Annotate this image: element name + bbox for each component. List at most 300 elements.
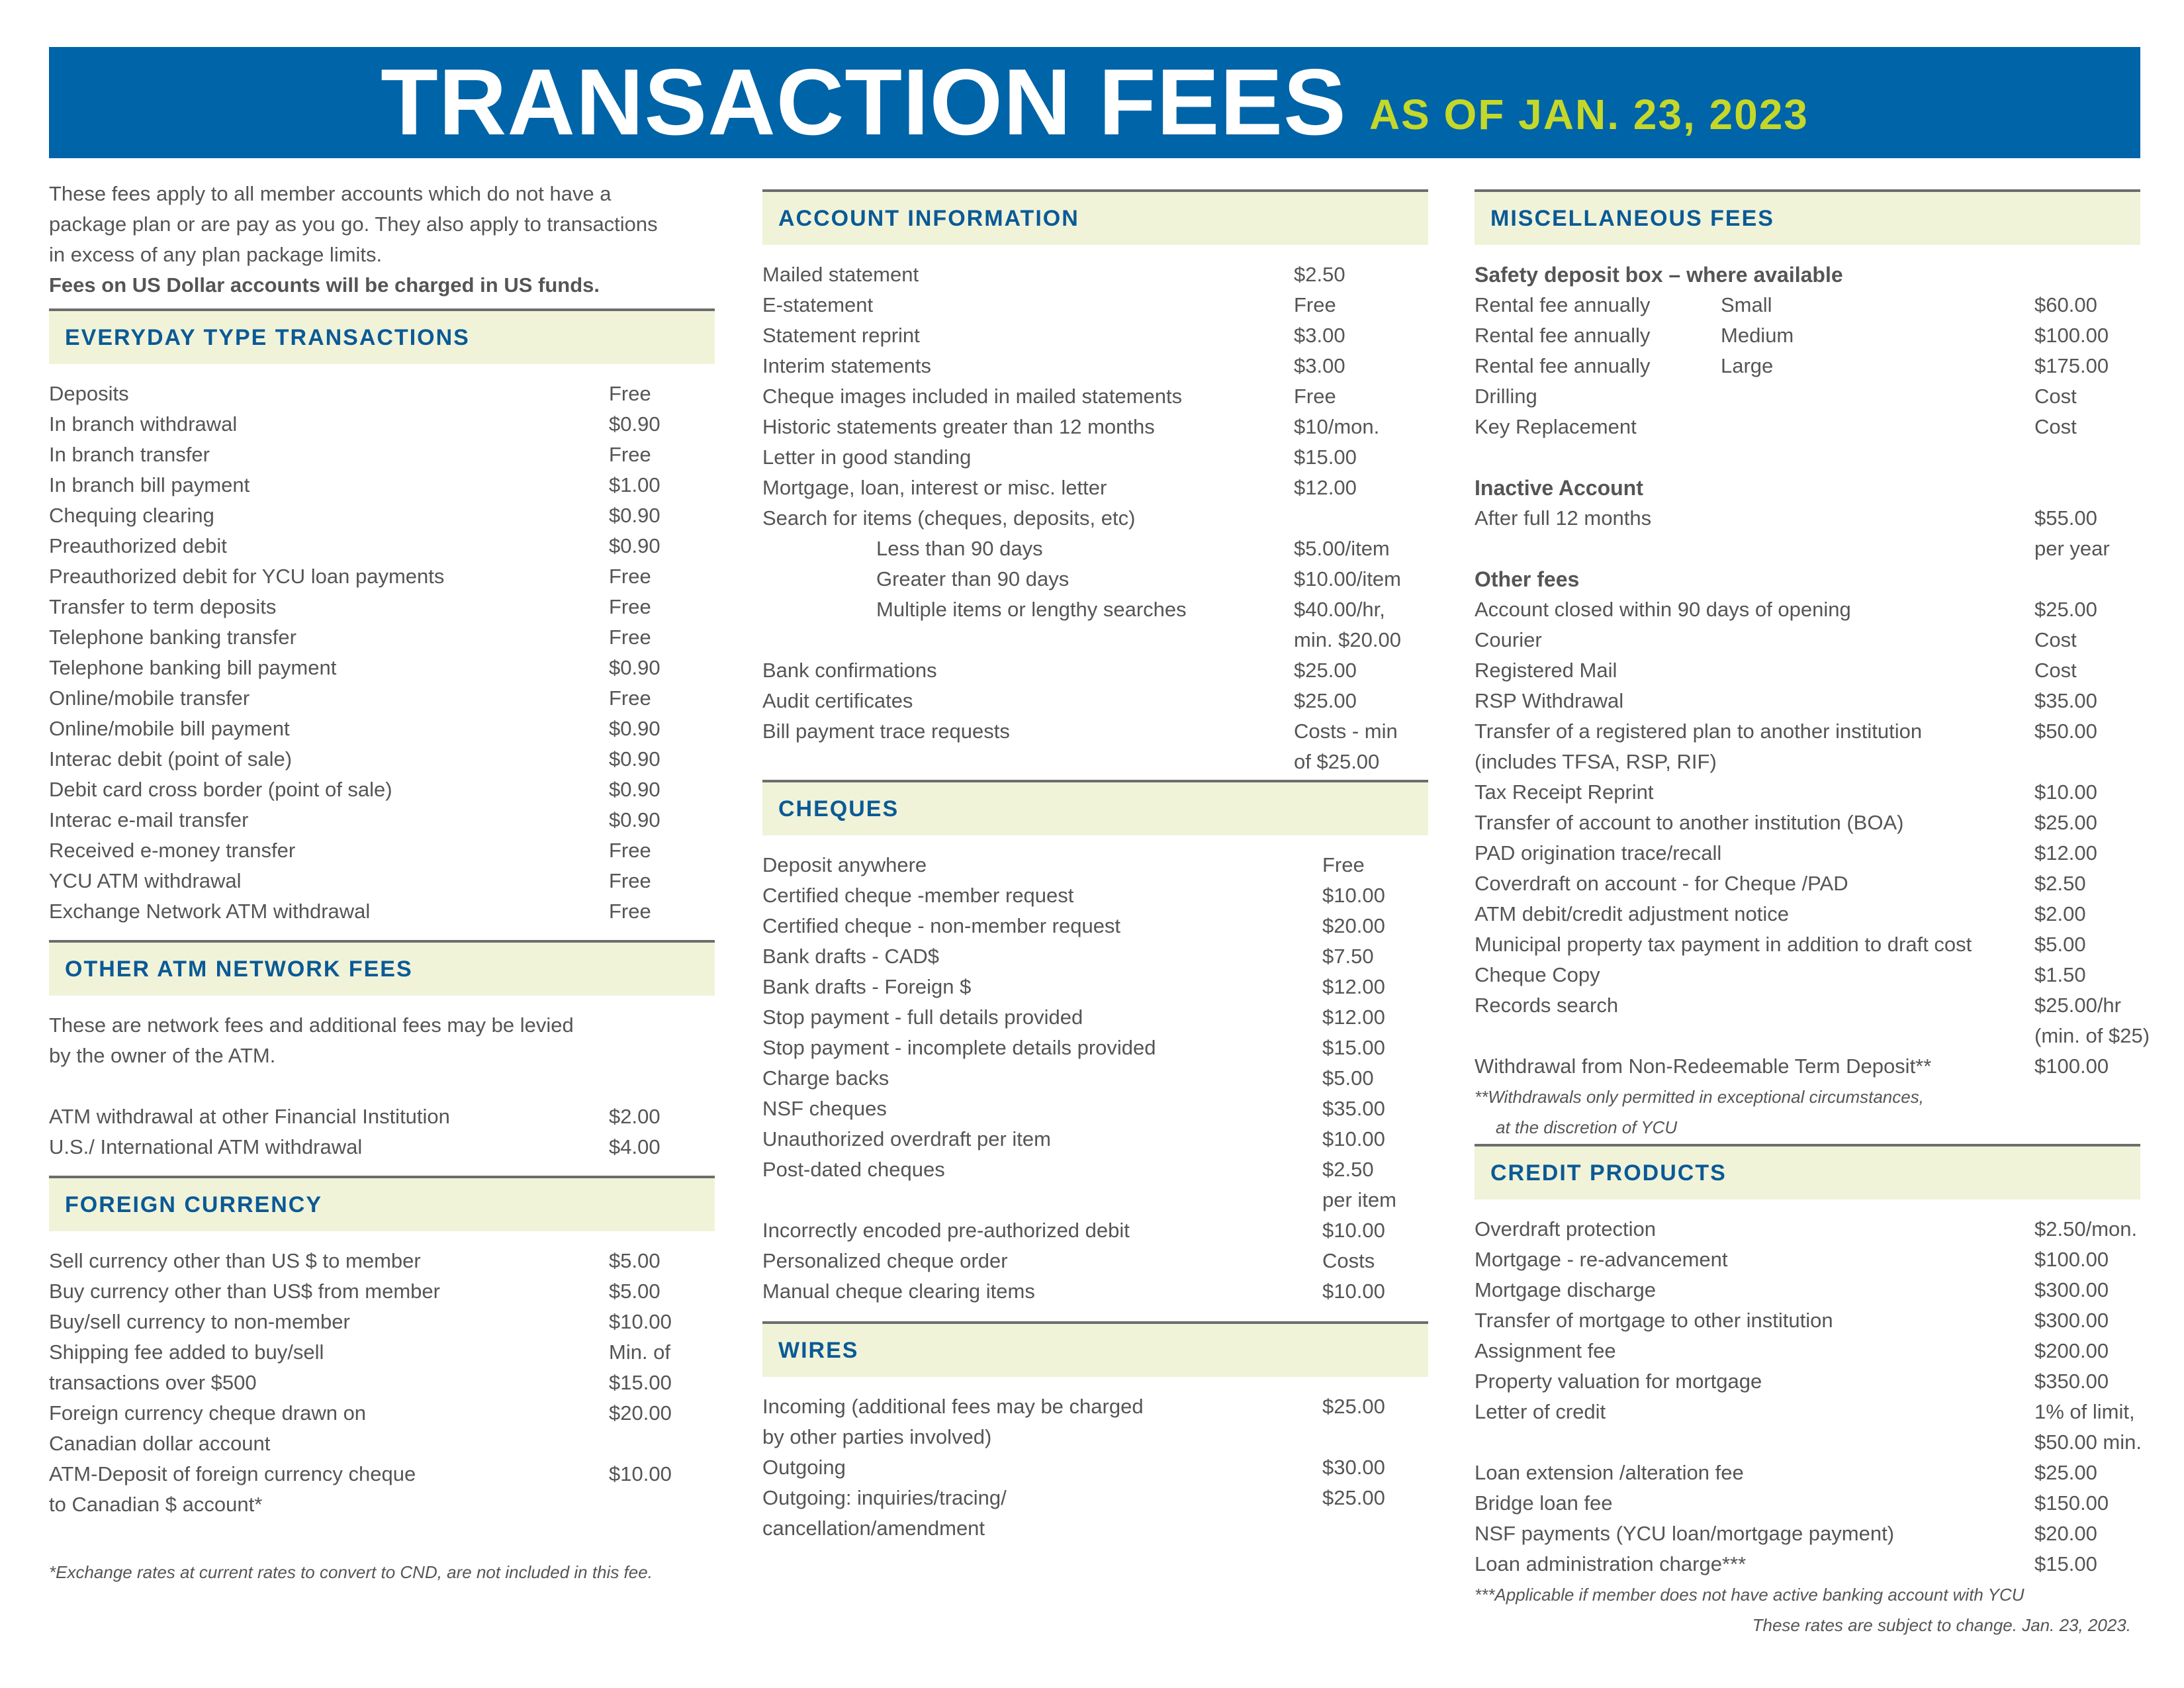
fee-label: In branch withdrawal xyxy=(49,412,238,436)
fee-row xyxy=(762,1246,1428,1276)
fee-label: Telephone banking bill payment xyxy=(49,656,337,679)
fee-row xyxy=(1475,290,2140,320)
fee-amount: $35.00 xyxy=(2034,689,2097,712)
credit-list xyxy=(1475,1214,2140,1579)
fee-label: PAD origination trace/recall xyxy=(1475,841,1722,865)
column-left xyxy=(49,179,715,1587)
fee-amount: Cost xyxy=(2034,415,2077,438)
fee-label: Mortgage - re-advancement xyxy=(1475,1248,1728,1271)
fee-amount: $5.00 xyxy=(1322,1066,1374,1090)
intro-text xyxy=(49,179,715,301)
fee-label: Debit card cross border (point of sale) xyxy=(49,778,392,801)
fee-label: Cheque Copy xyxy=(1475,963,1600,986)
fee-row xyxy=(1475,1051,2140,1082)
fee-row xyxy=(49,774,715,805)
fee-row xyxy=(49,1132,715,1162)
fee-label: Municipal property tax payment in addition to draft cost xyxy=(1475,933,1972,956)
fee-amount: $10.00 xyxy=(1322,884,1385,907)
fee-label: Canadian dollar account xyxy=(49,1432,271,1455)
fee-row xyxy=(762,850,1428,880)
fee-row xyxy=(762,290,1428,320)
fee-row xyxy=(1475,960,2140,990)
other-fees-heading: Other fees xyxy=(1475,567,1580,591)
fee-label: ATM debit/credit adjustment notice xyxy=(1475,902,1789,925)
fee-row xyxy=(1475,534,2140,564)
fee-row xyxy=(1475,1366,2140,1397)
inactive-heading: Inactive Account xyxy=(1475,476,1643,500)
fee-amount: of $25.00 xyxy=(1294,750,1380,773)
fee-label: Interac debit (point of sale) xyxy=(49,747,293,771)
fee-row xyxy=(762,1033,1428,1063)
section-heading-everyday: EVERYDAY TYPE TRANSACTIONS xyxy=(49,308,715,364)
fee-amount: $20.00 xyxy=(1322,914,1385,937)
fee-row xyxy=(49,835,715,866)
fee-label: Bank drafts - Foreign $ xyxy=(762,975,972,998)
fee-row xyxy=(762,1002,1428,1033)
fee-row xyxy=(1475,625,2140,655)
fee-amount: Free xyxy=(609,686,651,710)
fee-amount: $10.00/item xyxy=(1294,567,1401,590)
safety-deposit-heading: Safety deposit box – where available xyxy=(1475,263,1843,287)
inactive-list xyxy=(1475,503,2140,564)
fee-row xyxy=(762,1452,1428,1483)
fee-amount: $100.00 xyxy=(2034,1055,2109,1078)
fee-label: Incorrectly encoded pre-authorized debit xyxy=(762,1219,1130,1242)
fee-amount: $0.90 xyxy=(609,534,660,557)
fee-label: Withdrawal from Non-Redeemable Term Deposit** xyxy=(1475,1055,1932,1078)
page-title: TRANSACTION FEES xyxy=(381,50,1347,155)
foreign-footnote: *Exchange rates at current rates to convert to CND, are not included in this fee. xyxy=(49,1562,653,1582)
fee-label: Historic statements greater than 12 months xyxy=(762,415,1155,438)
fee-row xyxy=(762,564,1428,594)
fee-row xyxy=(762,941,1428,972)
fee-label: Rental fee annually xyxy=(1475,354,1651,377)
section-heading-credit: CREDIT PRODUCTS xyxy=(1475,1144,2140,1199)
fee-amount: $300.00 xyxy=(2034,1278,2109,1301)
fee-label: Overdraft protection xyxy=(1475,1217,1656,1241)
fee-amount: $30.00 xyxy=(1322,1456,1385,1479)
fee-label: Less than 90 days xyxy=(876,537,1043,560)
fee-row xyxy=(1475,747,2140,777)
fee-row xyxy=(762,503,1428,534)
fee-label: Letter in good standing xyxy=(762,445,972,469)
fee-amount: $2.50 xyxy=(1322,1158,1374,1181)
fee-row xyxy=(49,1337,715,1368)
fee-row xyxy=(762,1215,1428,1246)
fee-row xyxy=(762,655,1428,686)
fee-row xyxy=(762,747,1428,777)
fee-label: YCU ATM withdrawal xyxy=(49,869,242,892)
fee-label: Letter of credit xyxy=(1475,1400,1606,1423)
fee-amount: Free xyxy=(609,443,651,466)
fee-amount: (min. of $25) xyxy=(2034,1024,2150,1047)
fee-row xyxy=(1475,1244,2140,1275)
fee-row xyxy=(49,1398,715,1429)
column-middle xyxy=(762,179,1428,1544)
section-heading-misc: MISCELLANEOUS FEES xyxy=(1475,189,2140,245)
fee-row xyxy=(1475,686,2140,716)
fee-label: Charge backs xyxy=(762,1066,889,1090)
fee-label: Bank drafts - CAD$ xyxy=(762,945,940,968)
fee-label: NSF cheques xyxy=(762,1097,887,1120)
fee-row xyxy=(762,1185,1428,1215)
fee-label: Rental fee annually xyxy=(1475,293,1651,316)
fee-row xyxy=(762,351,1428,381)
foreign-list xyxy=(49,1246,715,1520)
fee-label: Chequing clearing xyxy=(49,504,214,527)
fee-row xyxy=(49,1246,715,1276)
fee-label: Loan extension /alteration fee xyxy=(1475,1461,1744,1484)
fee-label: ATM-Deposit of foreign currency cheque xyxy=(49,1462,416,1485)
fee-amount: per year xyxy=(2034,537,2110,560)
fee-amount: $10.00 xyxy=(609,1310,672,1333)
fee-amount: $5.00/item xyxy=(1294,537,1390,560)
fee-amount: $10.00 xyxy=(2034,780,2097,804)
fee-label: U.S./ International ATM withdrawal xyxy=(49,1135,363,1158)
intro-line: These fees apply to all member accounts which do not have a xyxy=(49,182,612,205)
fee-label: Certified cheque -member request xyxy=(762,884,1074,907)
safety-deposit-list xyxy=(1475,290,2140,442)
fee-amount: Free xyxy=(1294,293,1336,316)
fee-label: to Canadian $ account* xyxy=(49,1493,263,1516)
fee-label: cancellation/amendment xyxy=(762,1517,985,1540)
fee-amount: $10.00 xyxy=(1322,1280,1385,1303)
column-right xyxy=(1475,179,2150,1640)
fee-row xyxy=(762,259,1428,290)
fee-row xyxy=(762,1483,1428,1513)
fee-row xyxy=(1475,1336,2140,1366)
fee-row xyxy=(1475,716,2140,747)
box-size: Medium xyxy=(1721,324,1794,347)
fee-amount: $0.90 xyxy=(609,717,660,740)
fee-row xyxy=(1475,899,2140,929)
fee-row xyxy=(1475,1488,2140,1519)
fee-row xyxy=(1475,412,2140,442)
fee-amount: Free xyxy=(609,839,651,862)
fee-row xyxy=(49,653,715,683)
fee-amount: $2.50 xyxy=(2034,872,2086,895)
fee-label: Transfer of mortgage to other institution xyxy=(1475,1309,1833,1332)
section-heading-wires: WIRES xyxy=(762,1321,1428,1377)
fee-label: Transfer of account to another institution (BOA) xyxy=(1475,811,1904,834)
fee-row xyxy=(762,1094,1428,1124)
fee-label: Audit certificates xyxy=(762,689,913,712)
fee-amount: $12.00 xyxy=(1322,1006,1385,1029)
section-heading-atm: OTHER ATM NETWORK FEES xyxy=(49,940,715,996)
fee-label: Personalized cheque order xyxy=(762,1249,1008,1272)
fee-amount: Free xyxy=(609,626,651,649)
fee-row xyxy=(1475,503,2140,534)
fee-label: Buy/sell currency to non-member xyxy=(49,1310,350,1333)
fee-label: In branch transfer xyxy=(49,443,210,466)
wires-list xyxy=(762,1391,1428,1544)
fee-amount: $25.00/hr xyxy=(2034,994,2121,1017)
fee-row xyxy=(762,625,1428,655)
intro-line: package plan or are pay as you go. They also apply to transactions xyxy=(49,212,658,236)
fee-amount: $15.00 xyxy=(2034,1552,2097,1575)
fee-row xyxy=(1475,381,2140,412)
fee-row xyxy=(1475,1397,2140,1427)
fee-amount: $7.50 xyxy=(1322,945,1374,968)
fee-amount: Free xyxy=(1294,385,1336,408)
fee-row xyxy=(1475,777,2140,808)
fee-label: Mortgage discharge xyxy=(1475,1278,1656,1301)
fee-amount: Cost xyxy=(2034,385,2077,408)
fee-label: ATM withdrawal at other Financial Institution xyxy=(49,1105,450,1128)
fee-label: Drilling xyxy=(1475,385,1537,408)
fee-label: Records search xyxy=(1475,994,1619,1017)
fee-row xyxy=(762,534,1428,564)
fee-amount: $25.00 xyxy=(1294,689,1357,712)
fee-amount: $0.90 xyxy=(609,656,660,679)
fee-amount: $25.00 xyxy=(2034,1461,2097,1484)
fee-row xyxy=(49,409,715,440)
fee-row xyxy=(1475,1458,2140,1488)
fee-label: Received e-money transfer xyxy=(49,839,296,862)
fee-row xyxy=(762,880,1428,911)
fee-row xyxy=(49,714,715,744)
fee-row xyxy=(1475,1214,2140,1244)
fee-amount: Cost xyxy=(2034,628,2077,651)
fee-row xyxy=(762,1391,1428,1422)
fee-amount: Free xyxy=(609,869,651,892)
fee-row xyxy=(762,594,1428,625)
box-size: Large xyxy=(1721,354,1774,377)
fee-label: Assignment fee xyxy=(1475,1339,1616,1362)
fee-amount: $0.90 xyxy=(609,747,660,771)
fee-label: Interim statements xyxy=(762,354,931,377)
fee-label: Certified cheque - non-member request xyxy=(762,914,1121,937)
fee-amount: $20.00 xyxy=(609,1401,672,1425)
section-heading-cheques: CHEQUES xyxy=(762,780,1428,835)
fee-row xyxy=(49,1429,715,1459)
fee-amount: $0.90 xyxy=(609,808,660,831)
fee-amount: $3.00 xyxy=(1294,354,1345,377)
fee-amount: $5.00 xyxy=(609,1249,660,1272)
intro-bold: Fees on US Dollar accounts will be charged in US funds. xyxy=(49,273,600,297)
fee-row xyxy=(49,379,715,409)
fee-row xyxy=(49,866,715,896)
fee-row xyxy=(1475,1305,2140,1336)
atm-note-line: by the owner of the ATM. xyxy=(49,1044,276,1067)
fee-label: Unauthorized overdraft per item xyxy=(762,1127,1051,1150)
fee-amount: $15.00 xyxy=(609,1371,672,1394)
fee-amount: $10.00 xyxy=(609,1462,672,1485)
fee-amount: $0.90 xyxy=(609,412,660,436)
fee-row xyxy=(762,1513,1428,1544)
atm-list xyxy=(49,1102,715,1162)
fee-amount: Free xyxy=(1322,853,1365,876)
fee-amount: $20.00 xyxy=(2034,1522,2097,1545)
fee-amount: $55.00 xyxy=(2034,506,2097,530)
fee-row xyxy=(49,896,715,927)
fee-amount: $150.00 xyxy=(2034,1491,2109,1515)
fee-row xyxy=(49,531,715,561)
fee-row xyxy=(49,744,715,774)
fee-label: Foreign currency cheque drawn on xyxy=(49,1401,367,1425)
fee-row xyxy=(49,470,715,500)
fee-row xyxy=(1475,1021,2150,1051)
fee-row xyxy=(1475,990,2140,1021)
fee-label: Key Replacement xyxy=(1475,415,1637,438)
fee-row xyxy=(762,381,1428,412)
section-heading-foreign: FOREIGN CURRENCY xyxy=(49,1176,715,1231)
fee-amount: $50.00 xyxy=(2034,720,2097,743)
fee-row xyxy=(1475,594,2140,625)
fee-label: Interac e-mail transfer xyxy=(49,808,249,831)
fee-label: Account closed within 90 days of opening xyxy=(1475,598,1851,621)
fee-label: transactions over $500 xyxy=(49,1371,257,1394)
fee-amount: $300.00 xyxy=(2034,1309,2109,1332)
fee-label: Preauthorized debit for YCU loan payments xyxy=(49,565,445,588)
account-list xyxy=(762,259,1428,777)
fee-label: Manual cheque clearing items xyxy=(762,1280,1035,1303)
fee-amount: $25.00 xyxy=(2034,598,2097,621)
fee-amount: $1.50 xyxy=(2034,963,2086,986)
fee-label: Incoming (additional fees may be charged xyxy=(762,1395,1144,1418)
fee-row xyxy=(49,1459,715,1489)
fee-label: Courier xyxy=(1475,628,1542,651)
fee-label: Online/mobile bill payment xyxy=(49,717,290,740)
fee-label: Loan administration charge*** xyxy=(1475,1552,1747,1575)
fee-amount: $10.00 xyxy=(1322,1219,1385,1242)
fee-amount: $2.50 xyxy=(1294,263,1345,286)
fee-row xyxy=(49,1276,715,1307)
fee-label: Registered Mail xyxy=(1475,659,1617,682)
fee-amount: $1.00 xyxy=(609,473,660,496)
fee-row xyxy=(762,1154,1428,1185)
fee-label: Deposits xyxy=(49,382,129,405)
fee-label: Rental fee annually xyxy=(1475,324,1651,347)
fee-label: After full 12 months xyxy=(1475,506,1652,530)
fee-row xyxy=(762,686,1428,716)
fee-amount: Cost xyxy=(2034,659,2077,682)
fee-amount: $2.00 xyxy=(609,1105,660,1128)
fee-amount: $40.00/hr, xyxy=(1294,598,1385,621)
other-fees-list xyxy=(1475,594,2150,1082)
fee-label: Post-dated cheques xyxy=(762,1158,945,1181)
fee-label: Bridge loan fee xyxy=(1475,1491,1613,1515)
fee-amount: $10.00 xyxy=(1322,1127,1385,1150)
fee-row xyxy=(49,1368,715,1398)
fee-label: Buy currency other than US$ from member xyxy=(49,1280,440,1303)
fee-label: Stop payment - full details provided xyxy=(762,1006,1083,1029)
disclaimer: These rates are subject to change. Jan. 23, 2023. xyxy=(1752,1615,2131,1635)
credit-note: ***Applicable if member does not have active banking account with YCU xyxy=(1475,1585,2025,1605)
fee-amount: $50.00 min. xyxy=(2034,1430,2142,1454)
fee-row xyxy=(49,440,715,470)
fee-row xyxy=(1475,351,2140,381)
fee-row xyxy=(49,683,715,714)
fee-label: Tax Receipt Reprint xyxy=(1475,780,1654,804)
fee-label: Transfer of a registered plan to another institution xyxy=(1475,720,1923,743)
fee-row xyxy=(1475,1427,2140,1458)
fee-amount: Costs xyxy=(1322,1249,1375,1272)
page-subtitle: AS OF JAN. 23, 2023 xyxy=(1369,91,1809,138)
fee-amount: Free xyxy=(609,382,651,405)
fee-label: Property valuation for mortgage xyxy=(1475,1370,1762,1393)
fee-label: Bank confirmations xyxy=(762,659,937,682)
fee-row xyxy=(49,1307,715,1337)
fee-amount: $25.00 xyxy=(2034,811,2097,834)
fee-label: Shipping fee added to buy/sell xyxy=(49,1340,324,1364)
fee-row xyxy=(762,716,1428,747)
fee-row xyxy=(49,1489,715,1520)
fee-row xyxy=(1475,320,2140,351)
fee-amount: $12.00 xyxy=(1294,476,1357,499)
fee-label: Stop payment - incomplete details provided xyxy=(762,1036,1156,1059)
fee-amount: $2.50/mon. xyxy=(2034,1217,2138,1241)
fee-amount: Min. of xyxy=(609,1340,671,1364)
fee-amount: $15.00 xyxy=(1294,445,1357,469)
fee-label: Outgoing: inquiries/tracing/ xyxy=(762,1486,1007,1509)
fee-amount: $12.00 xyxy=(1322,975,1385,998)
fee-row xyxy=(762,911,1428,941)
fee-row xyxy=(762,1422,1428,1452)
fee-amount: $175.00 xyxy=(2034,354,2109,377)
fee-label: Telephone banking transfer xyxy=(49,626,296,649)
fee-amount: $3.00 xyxy=(1294,324,1345,347)
fee-label: Online/mobile transfer xyxy=(49,686,250,710)
misc-note: at the discretion of YCU xyxy=(1496,1117,1678,1137)
fee-amount: $200.00 xyxy=(2034,1339,2109,1362)
fee-amount: $25.00 xyxy=(1294,659,1357,682)
title-banner xyxy=(49,47,2140,158)
fee-label: RSP Withdrawal xyxy=(1475,689,1624,712)
fee-row xyxy=(1475,929,2140,960)
fee-row xyxy=(1475,838,2140,868)
fee-label: Multiple items or lengthy searches xyxy=(876,598,1187,621)
fee-amount: Free xyxy=(609,900,651,923)
fee-row xyxy=(1475,808,2140,838)
misc-note: **Withdrawals only permitted in exceptional circumstances, xyxy=(1475,1087,1924,1107)
fee-row xyxy=(762,412,1428,442)
fee-amount: $5.00 xyxy=(609,1280,660,1303)
fee-amount: $25.00 xyxy=(1322,1395,1385,1418)
fee-label: Bill payment trace requests xyxy=(762,720,1010,743)
atm-note-line: These are network fees and additional fees may be levied xyxy=(49,1013,574,1037)
atm-note xyxy=(49,1010,715,1071)
fee-label: Coverdraft on account - for Cheque /PAD xyxy=(1475,872,1848,895)
fee-amount: $0.90 xyxy=(609,504,660,527)
fee-amount: Free xyxy=(609,565,651,588)
fee-row xyxy=(762,473,1428,503)
fee-label: Deposit anywhere xyxy=(762,853,927,876)
fee-row xyxy=(762,972,1428,1002)
fee-label: by other parties involved) xyxy=(762,1425,992,1448)
fee-label: Search for items (cheques, deposits, etc) xyxy=(762,506,1136,530)
fee-amount: per item xyxy=(1322,1188,1396,1211)
fee-row xyxy=(1475,868,2140,899)
fee-amount: $5.00 xyxy=(2034,933,2086,956)
fee-row xyxy=(762,1124,1428,1154)
fee-label: (includes TFSA, RSP, RIF) xyxy=(1475,750,1717,773)
fee-label: Mailed statement xyxy=(762,263,919,286)
fee-amount: $10/mon. xyxy=(1294,415,1380,438)
fee-label: Transfer to term deposits xyxy=(49,595,277,618)
section-heading-account: ACCOUNT INFORMATION xyxy=(762,189,1428,245)
fee-label: Exchange Network ATM withdrawal xyxy=(49,900,371,923)
fee-row xyxy=(762,320,1428,351)
everyday-list xyxy=(49,379,715,927)
fee-row xyxy=(49,805,715,835)
fee-amount: $12.00 xyxy=(2034,841,2097,865)
fee-label: Mortgage, loan, interest or misc. letter xyxy=(762,476,1107,499)
fee-amount: $100.00 xyxy=(2034,324,2109,347)
fee-label: Outgoing xyxy=(762,1456,846,1479)
fee-label: NSF payments (YCU loan/mortgage payment) xyxy=(1475,1522,1895,1545)
fee-row xyxy=(49,1102,715,1132)
